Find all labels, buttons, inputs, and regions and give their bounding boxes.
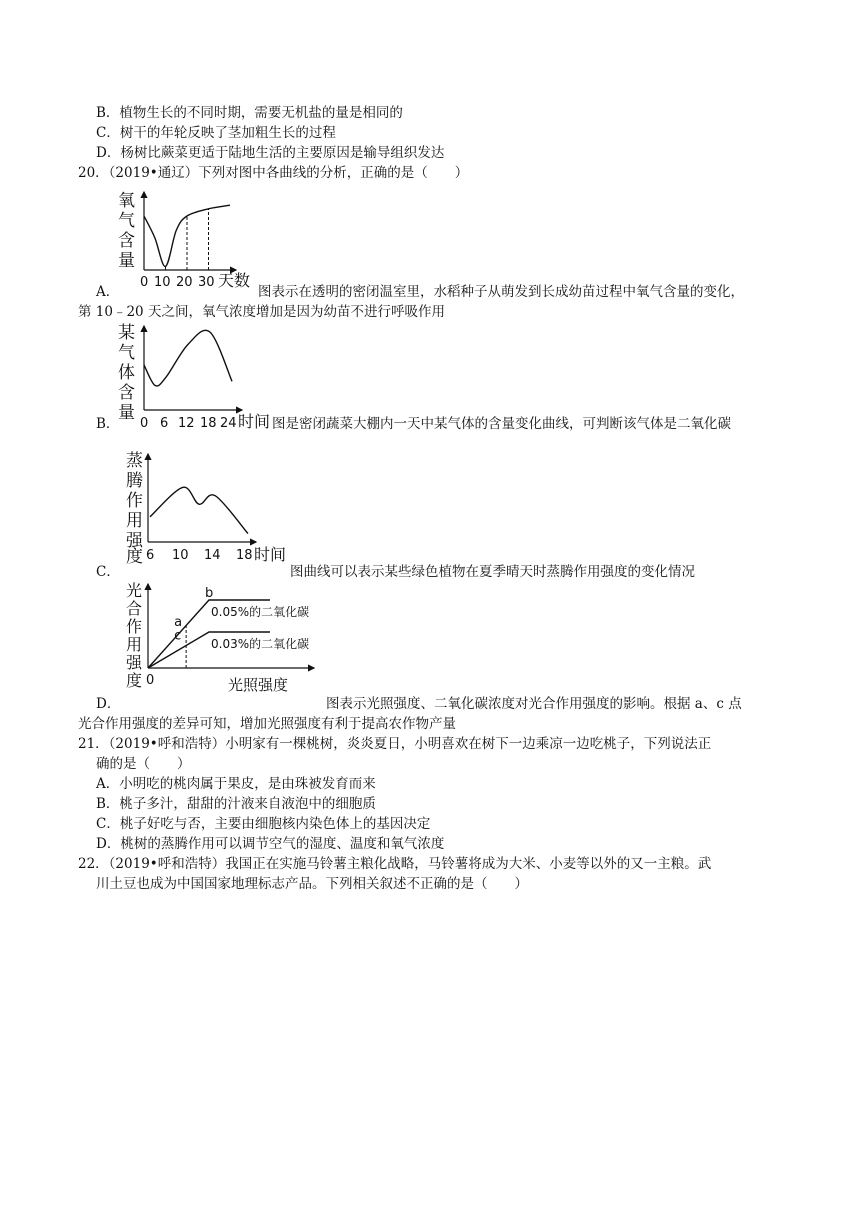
- chart-gas-time: [114, 320, 274, 432]
- chart-d-xlabel: 光照强度: [228, 676, 289, 694]
- chart-c-ylabel-3: 作: [126, 491, 143, 511]
- chart-d-series-label-1: 0.05%的二氧化碳: [211, 605, 310, 619]
- q22-stem-line1: 22．（2019•呼和浩特）我国正在实施马铃薯主粮化战略，马铃薯将成为大米、小麦等以外的又一主粮。武: [78, 856, 712, 872]
- chart-c-tick-18: 18: [236, 548, 253, 563]
- chart-a-ylabel-3: 含: [118, 231, 135, 251]
- chart-c-ylabel-2: 腾: [126, 471, 143, 491]
- chart-d-ylabel-1: 光: [126, 581, 143, 600]
- q21-stem-line2: 确的是（ ）: [96, 756, 191, 772]
- chart-c-tick-14: 14: [204, 548, 221, 563]
- chart-d-ylabel-6: 度: [126, 671, 143, 690]
- chart-b-xlabel: 时间: [238, 412, 271, 431]
- chart-oxygen-days: [114, 188, 254, 288]
- chart-b-ylabel-2: 气: [118, 343, 135, 363]
- q21-option-a: A．小明吃的桃肉属于果皮，是由珠被发育而来: [96, 776, 376, 792]
- q20-option-d-text1: 图表示光照强度、二氧化碳浓度对光合作用强度的影响。根据 a、c 点: [326, 696, 742, 712]
- q20-option-b-letter: B．: [96, 416, 120, 432]
- q20-option-c-letter: C．: [96, 564, 120, 580]
- chart-b-tick-24: 24: [220, 416, 237, 431]
- chart-b-ylabel-3: 体: [118, 363, 135, 383]
- q19-option-c: C．树干的年轮反映了茎加粗生长的过程: [96, 125, 336, 141]
- chart-a-tick-0: 0: [140, 275, 149, 288]
- chart-c-tick-6: 6: [146, 548, 155, 563]
- chart-b-tick-0: 0: [140, 416, 149, 431]
- chart-a-tick-20: 20: [176, 275, 193, 288]
- chart-c-ylabel-6: 度: [126, 547, 143, 566]
- q19-option-b: B．植物生长的不同时期，需要无机盐的量是相同的: [96, 105, 403, 121]
- q21-stem-line1: 21．（2019•呼和浩特）小明家有一棵桃树，炎炎夏日，小明喜欢在树下一边乘凉一边吃桃子，下列说法正: [78, 736, 712, 752]
- chart-b-ylabel-1: 某: [118, 323, 135, 343]
- chart-a-ylabel-4: 量: [118, 251, 135, 271]
- chart-b-curve: [144, 330, 232, 386]
- chart-b-tick-18: 18: [200, 416, 217, 431]
- chart-photosynthesis-light: [124, 580, 324, 698]
- chart-d-ylabel-2: 合: [126, 599, 143, 618]
- q20-option-a-letter: A．: [96, 284, 120, 300]
- chart-d-point-c: c: [174, 628, 182, 644]
- q22-stem-line2: 川土豆也成为中国国家地理标志产品。下列相关叙述不正确的是（ ）: [96, 876, 528, 892]
- chart-d-series-label-2: 0.03%的二氧化碳: [211, 637, 310, 651]
- q20-stem: 20．（2019•通辽）下列对图中各曲线的分析，正确的是（ ）: [78, 165, 469, 181]
- chart-b-tick-12: 12: [178, 416, 195, 431]
- chart-c-curve: [150, 487, 248, 533]
- chart-a-tick-30: 30: [198, 275, 215, 288]
- chart-a-tick-10: 10: [154, 275, 171, 288]
- chart-c-ylabel-1: 蒸: [126, 451, 143, 471]
- chart-d-ylabel-5: 强: [126, 653, 143, 672]
- chart-d-point-a: a: [174, 615, 183, 630]
- chart-c-xlabel: 时间: [254, 545, 287, 564]
- q21-option-d: D．桃树的蒸腾作用可以调节空气的湿度、温度和氧气浓度: [96, 836, 445, 852]
- q20-option-c-text: 图曲线可以表示某些绿色植物在夏季晴天时蒸腾作用强度的变化情况: [290, 564, 695, 580]
- chart-a-ylabel-2: 气: [118, 211, 135, 231]
- chart-d-tick-0: 0: [146, 673, 155, 688]
- chart-d-point-b: b: [205, 586, 214, 601]
- chart-b-ylabel-5: 量: [118, 403, 135, 423]
- chart-b-ylabel-4: 含: [118, 383, 135, 403]
- q19-option-d: D．杨树比蕨菜更适于陆地生活的主要原因是输导组织发达: [96, 145, 445, 161]
- q20-option-d-letter: D．: [96, 696, 121, 712]
- q20-option-b-text: 图是密闭蔬菜大棚内一天中某气体的含量变化曲线，可判断该气体是二氧化碳: [272, 416, 731, 432]
- q21-option-c: C．桃子好吃与否，主要由细胞核内染色体上的基因决定: [96, 816, 431, 832]
- chart-a-xlabel: 天数: [218, 271, 251, 288]
- q21-option-b: B．桃子多汁，甜甜的汁液来自液泡中的细胞质: [96, 796, 376, 812]
- chart-c-ylabel-4: 用: [126, 511, 143, 531]
- chart-d-ylabel-4: 用: [126, 635, 143, 654]
- chart-a-ylabel-1: 氧: [118, 191, 135, 211]
- q20-option-a-text1: 图表示在透明的密闭温室里，水稻种子从萌发到长成幼苗过程中氧气含量的变化，: [258, 284, 744, 300]
- chart-d-ylabel-3: 作: [126, 617, 143, 636]
- q20-option-a-text2: 第 10﹣20 天之间，氧气浓度增加是因为幼苗不进行呼吸作用: [78, 304, 445, 320]
- chart-c-ylabel-5: 强: [126, 531, 143, 551]
- q20-option-d-text2: 光合作用强度的差异可知，增加光照强度有利于提高农作物产量: [78, 716, 456, 732]
- chart-transpiration-time: [114, 448, 294, 566]
- chart-b-tick-6: 6: [160, 416, 169, 431]
- chart-c-tick-10: 10: [172, 548, 189, 563]
